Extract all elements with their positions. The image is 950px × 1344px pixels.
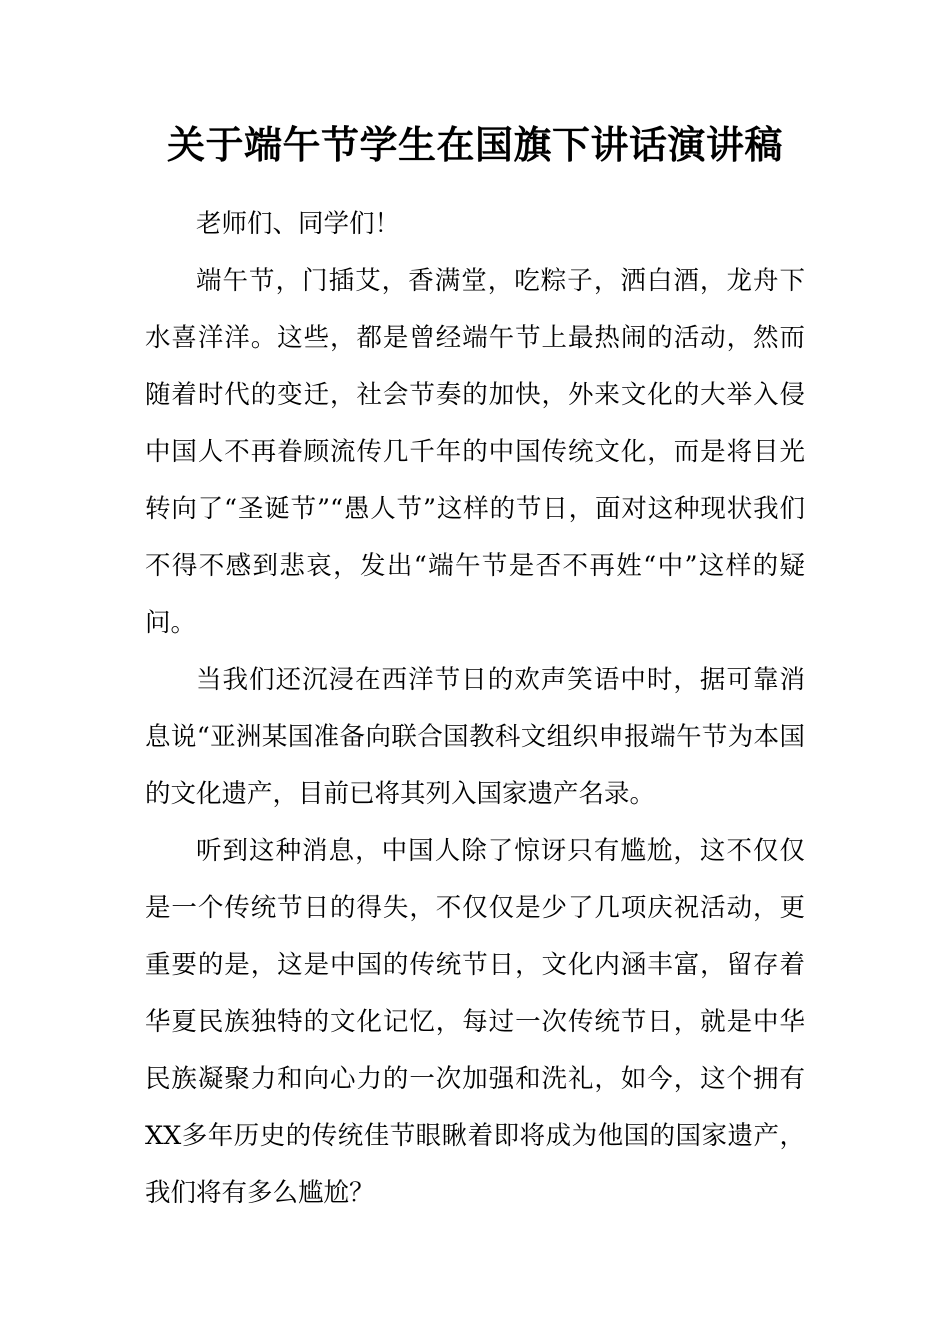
paragraph-2: 当我们还沉浸在西洋节日的欢声笑语中时，据可靠消息说“亚洲某国准备向联合国教科文组织申报端午节为本国的文化遗产，目前已将其列入国家遗产名录。 [145, 665, 805, 809]
document-title: 关于端午节学生在国旗下讲话演讲稿 [166, 123, 783, 167]
document-body [145, 196, 805, 1222]
greeting-line: 老师们、同学们！ [196, 209, 401, 239]
paragraph-1: 端午节，门插艾，香满堂，吃粽子，洒白酒，龙舟下水喜洋洋。这些，都是曾经端午节上最热闹的活动，然而随着时代的变迁，社会节奏的加快，外来文化的大举入侵中国人不再眷顾流传几千年的中国传统文化，而是将目光转向了“圣诞节”“愚人节”这样的节日，面对这种现状我们不得不感到悲哀，发出“端午节是否不再姓“中”这样的疑问。 [145, 266, 805, 638]
paragraph-3: 听到这种消息，中国人除了惊讶只有尴尬，这不仅仅是一个传统节日的得失，不仅仅是少了几项庆祝活动，更重要的是，这是中国的传统节日，文化内涵丰富，留存着华夏民族独特的文化记忆，每过一次传统节日，就是中华民族凝聚力和向心力的一次加强和洗礼，如今，这个拥有XX多年历史的传统佳节眼瞅着即将成为他国的国家遗产，我们将有多么尴尬？ [145, 836, 805, 1208]
